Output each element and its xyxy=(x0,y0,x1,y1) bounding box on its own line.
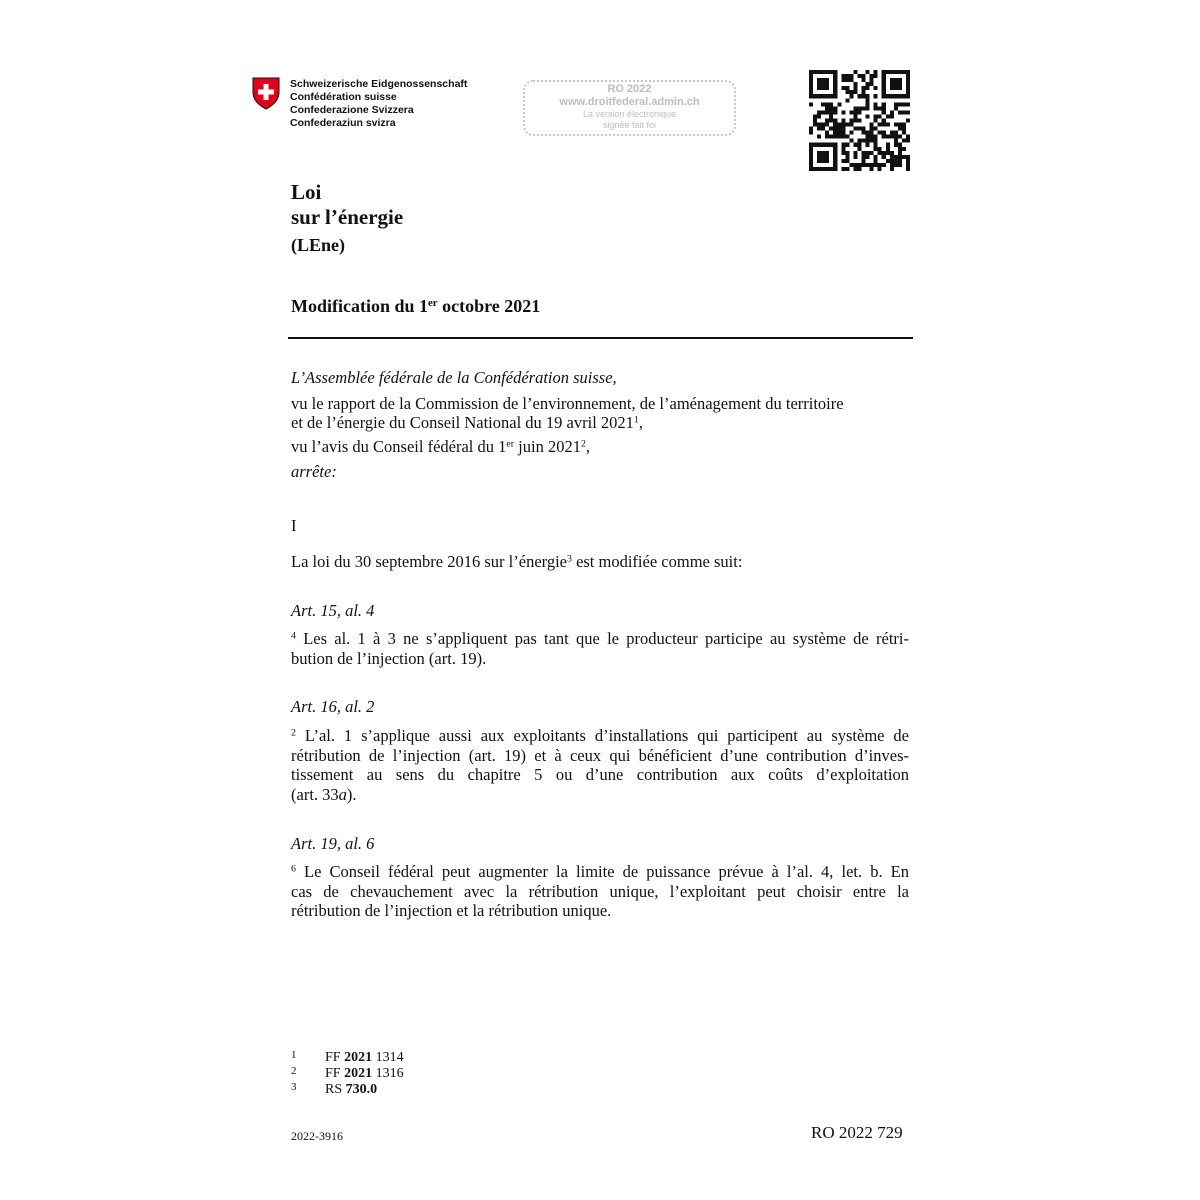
preamble-assembly: L’Assemblée fédérale de la Confédération suisse, xyxy=(291,368,617,387)
footnote-page: 1314 xyxy=(372,1050,404,1065)
confederation-name-de: Schweizerische Eidgenossenschaft xyxy=(290,78,468,90)
paragraph-line: rétribution de l’injection et la rétribution unique. xyxy=(291,901,612,920)
title-line-1: Loi xyxy=(291,180,322,204)
stamp-note-1: La version électronique xyxy=(582,109,677,119)
footnote-2 xyxy=(291,1064,404,1081)
preamble-line-1: vu le rapport de la Commission de l’environnement, de l’aménagement du territoire xyxy=(291,394,844,413)
preamble-line-3-a: vu l’avis du Conseil fédéral du 1 xyxy=(291,437,507,456)
footnote-number: 3 xyxy=(291,1081,297,1093)
paragraph-line xyxy=(291,629,909,649)
footnote-1 xyxy=(291,1048,404,1065)
title-divider xyxy=(288,337,913,339)
article-heading: Art. 16, al. 2 xyxy=(291,697,375,716)
footnote-year: 2021 xyxy=(344,1066,373,1081)
swiss-coat-of-arms-icon xyxy=(252,76,280,110)
paragraph-text: L’al. 1 s’applique aussi aux exploitants d’installations qui participent au système de xyxy=(295,726,909,745)
footnote-year: 2021 xyxy=(344,1050,373,1065)
law-title xyxy=(291,180,403,260)
article-paragraph xyxy=(291,862,909,921)
paragraph-number: 2 xyxy=(291,727,296,739)
preamble-line-3-b: juin 2021 xyxy=(514,437,581,456)
paragraph-line xyxy=(291,726,909,746)
stamp-ro-number: RO 2022 xyxy=(607,83,652,95)
section-intro xyxy=(291,552,742,572)
preamble-line-2-end: , xyxy=(638,413,643,432)
paragraph-line: tissement au sens du chapitre 5 ou d’une contribution aux coûts d’exploitation xyxy=(291,765,909,784)
confederation-name-rm: Confederaziun svizra xyxy=(290,117,396,129)
paragraph-text: Les al. 1 à 3 ne s’appliquent pas tant que le producteur participe au système de rétri- xyxy=(295,629,909,648)
article-paragraph xyxy=(291,726,909,804)
modification-sup: er xyxy=(428,297,438,310)
document-id: 2022-3916 xyxy=(291,1129,343,1143)
paragraph-text: ). xyxy=(346,784,357,804)
preamble-arrete: arrête: xyxy=(291,462,337,481)
electronic-version-stamp xyxy=(523,80,736,136)
stamp-url: www.droitfederal.admin.ch xyxy=(559,96,700,108)
paragraph-number: 6 xyxy=(291,863,296,875)
confederation-name-fr: Confédération suisse xyxy=(290,91,397,103)
footnote-prefix: FF xyxy=(325,1050,345,1065)
footnote-prefix: RS xyxy=(325,1082,346,1097)
modification-prefix: Modification du 1 xyxy=(291,296,429,316)
footnote-ref-1: 1 xyxy=(633,414,639,426)
article-heading: Art. 15, al. 4 xyxy=(291,601,375,620)
footnote-ref-2: 2 xyxy=(580,438,586,450)
preamble-line-3-end: , xyxy=(585,437,591,456)
paragraph-number: 4 xyxy=(291,630,296,642)
footnote-prefix: FF xyxy=(325,1066,345,1081)
paragraph-italic: a xyxy=(338,784,347,804)
stamp-note-2: signée fait foi xyxy=(602,120,657,130)
paragraph-line: cas de chevauchement avec la rétribution unique, l’exploitant peut choisir entre la xyxy=(291,881,909,901)
confederation-name-it: Confederazione Svizzera xyxy=(290,104,414,116)
qr-code-icon xyxy=(809,70,910,171)
section-intro-end: est modifiée comme suit: xyxy=(571,552,743,571)
preamble-line-3-sup: er xyxy=(506,438,515,450)
footnote-number: 1 xyxy=(291,1049,297,1061)
footnote-rs-number: 730.0 xyxy=(345,1082,378,1097)
section-intro-text: La loi du 30 septembre 2016 sur l’énergie xyxy=(291,552,567,571)
paragraph-line xyxy=(291,785,909,805)
footnote-ref-3: 3 xyxy=(567,553,572,565)
footnote-page: 1316 xyxy=(372,1066,404,1081)
title-abbreviation: (LEne) xyxy=(291,235,345,255)
preamble-line-2 xyxy=(291,413,643,433)
paragraph-line xyxy=(291,862,909,882)
paragraph-line: rétribution de l’injection (art. 19) et à ceux qui bénéficient d’une contribution d’inves- xyxy=(291,745,909,765)
paragraph-text: Le Conseil fédéral peut augmenter la limite de puissance prévue à l’al. 4, let. b. En xyxy=(295,862,909,881)
ro-reference: RO 2022 729 xyxy=(811,1123,903,1142)
paragraph-line: bution de l’injection (art. 19). xyxy=(291,648,487,668)
footnote-number: 2 xyxy=(291,1065,297,1077)
section-numeral: I xyxy=(291,516,297,535)
preamble-line-3 xyxy=(291,437,590,457)
preamble-line-2-text: et de l’énergie du Conseil National du 19 avril 2021 xyxy=(291,413,634,432)
article-paragraph xyxy=(291,629,909,668)
modification-date xyxy=(291,294,540,318)
title-line-2: sur l’énergie xyxy=(291,205,404,229)
footnote-3 xyxy=(291,1080,377,1097)
confederation-names xyxy=(290,78,467,130)
article-heading: Art. 19, al. 6 xyxy=(291,834,375,853)
modification-suffix: octobre 2021 xyxy=(437,296,541,316)
paragraph-text: (art. 33 xyxy=(291,784,339,804)
